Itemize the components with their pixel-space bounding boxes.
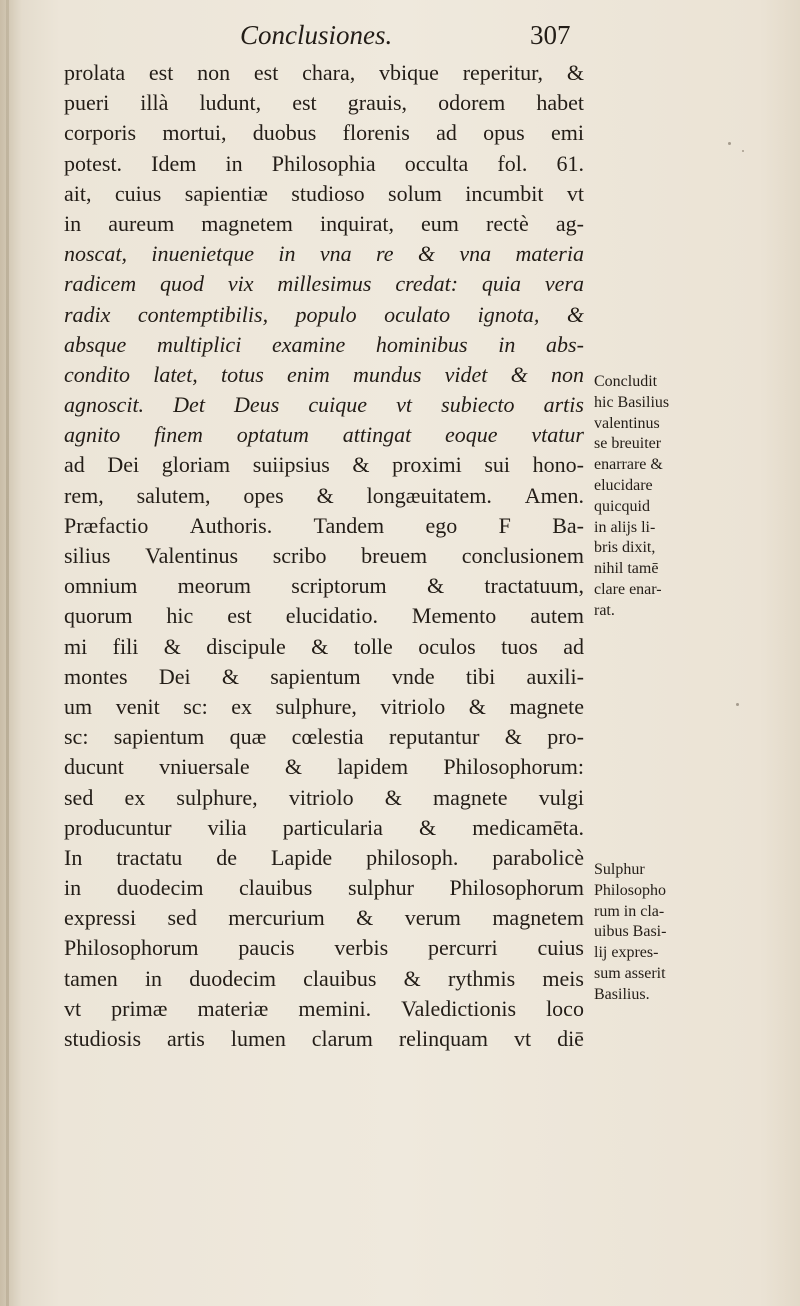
- text-line: silius Valentinus scribo breuem conclusionem: [64, 543, 584, 568]
- margin-note-line: uibus Basi-: [594, 923, 667, 941]
- text-line: agnoscit. Det Deus cuique vt subiecto artis: [64, 392, 584, 418]
- text-line: um venit sc: ex sulphure, vitriolo & magnete: [64, 693, 584, 719]
- text-line: tamen in duodecim clauibus & rythmis meis: [64, 965, 584, 991]
- page-number: 307: [530, 20, 571, 50]
- text-line: sc: sapientum quæ cœlestia reputantur & pro-: [64, 724, 584, 750]
- margin-note-line: sum asserit: [594, 964, 666, 982]
- text-line: agnito finem optatum attingat eoque vtatur: [64, 422, 584, 448]
- text-line: omnium meorum scriptorum & tractatuum,: [64, 573, 584, 599]
- margin-note-line: in alijs li-: [594, 518, 656, 536]
- margin-note-line: bris dixit,: [594, 539, 656, 557]
- text-line: ducunt vniuersale & lapidem Philosophorum:: [64, 754, 584, 780]
- text-line: ad Dei gloriam suiipsius & proximi sui hono-: [64, 452, 584, 478]
- margin-note-line: Basilius.: [594, 985, 650, 1003]
- text-line: vt primæ materiæ memini. Valedictionis loco: [64, 995, 584, 1021]
- main-text-block: [64, 58, 584, 1054]
- text-line: studiosis artis lumen clarum relinquam vt diē: [64, 1026, 584, 1051]
- text-line: radicem quod vix millesimus credat: quia vera: [64, 271, 584, 297]
- text-line: noscat, inuenietque in vna re & vna materia: [64, 241, 584, 267]
- text-line: Philosophorum paucis verbis percurri cuius: [64, 935, 584, 961]
- margin-note-line: Concludit: [594, 373, 658, 390]
- text-line: potest. Idem in Philosophia occulta fol. 61.: [64, 150, 584, 176]
- text-line: ait, cuius sapientiæ studioso solum incumbit vt: [64, 180, 584, 206]
- text-line: in duodecim clauibus sulphur Philosophorum: [64, 875, 584, 901]
- text-line: producuntur vilia particularia & medicamēta.: [64, 814, 584, 840]
- text-line: prolata est non est chara, vbique reperitur, &: [64, 60, 584, 85]
- margin-note-concludit: [594, 372, 744, 622]
- text-line: montes Dei & sapientum vnde tibi auxili-: [64, 663, 584, 689]
- margin-note-line: quicquid: [594, 497, 650, 515]
- margin-note-line: nihil tamē: [594, 560, 659, 578]
- margin-note-line: rum in cla-: [594, 902, 665, 920]
- text-line: rem, salutem, opes & longæuitatem. Amen.: [64, 482, 584, 508]
- margin-note-line: rat.: [594, 601, 615, 619]
- margin-note-line: Sulphur: [594, 861, 645, 878]
- paper-speck: [728, 142, 731, 145]
- page-gutter: [6, 0, 9, 1306]
- paper-speck: [742, 150, 744, 152]
- margin-note-sulphur: [594, 860, 744, 1006]
- text-line: condito latet, totus enim mundus videt & non: [64, 361, 584, 387]
- margin-note-line: clare enar-: [594, 580, 662, 598]
- text-line: expressi sed mercurium & verum magnetem: [64, 905, 584, 931]
- text-line: In tractatu de Lapide philosoph. parabolicè: [64, 844, 584, 870]
- page-header: [200, 20, 620, 60]
- text-line: sed ex sulphure, vitriolo & magnete vulgi: [64, 784, 584, 810]
- margin-note-line: elucidare: [594, 476, 653, 494]
- margin-note-line: lij expres-: [594, 944, 659, 962]
- paper-speck: [736, 703, 739, 706]
- text-line: radix contemptibilis, populo oculato ignota, &: [64, 301, 584, 327]
- margin-note-line: enarrare &: [594, 456, 663, 474]
- running-title: Conclusiones.: [240, 20, 393, 50]
- text-line: pueri illà ludunt, est grauis, odorem habet: [64, 90, 584, 116]
- text-line: Præfactio Authoris. Tandem ego F Ba-: [64, 512, 584, 538]
- margin-note-line: se breuiter: [594, 435, 662, 453]
- margin-note-line: hic Basilius: [594, 393, 670, 411]
- text-line: in aureum magnetem inquirat, eum rectè ag-: [64, 210, 584, 236]
- text-line: mi fili & discipule & tolle oculos tuos ad: [64, 633, 584, 659]
- margin-note-line: valentinus: [594, 414, 660, 432]
- text-line: quorum hic est elucidatio. Memento autem: [64, 603, 584, 629]
- text-line: absque multiplici examine hominibus in abs-: [64, 331, 584, 357]
- margin-note-line: Philosopho: [594, 881, 667, 899]
- text-line: corporis mortui, duobus florenis ad opus emi: [64, 120, 584, 146]
